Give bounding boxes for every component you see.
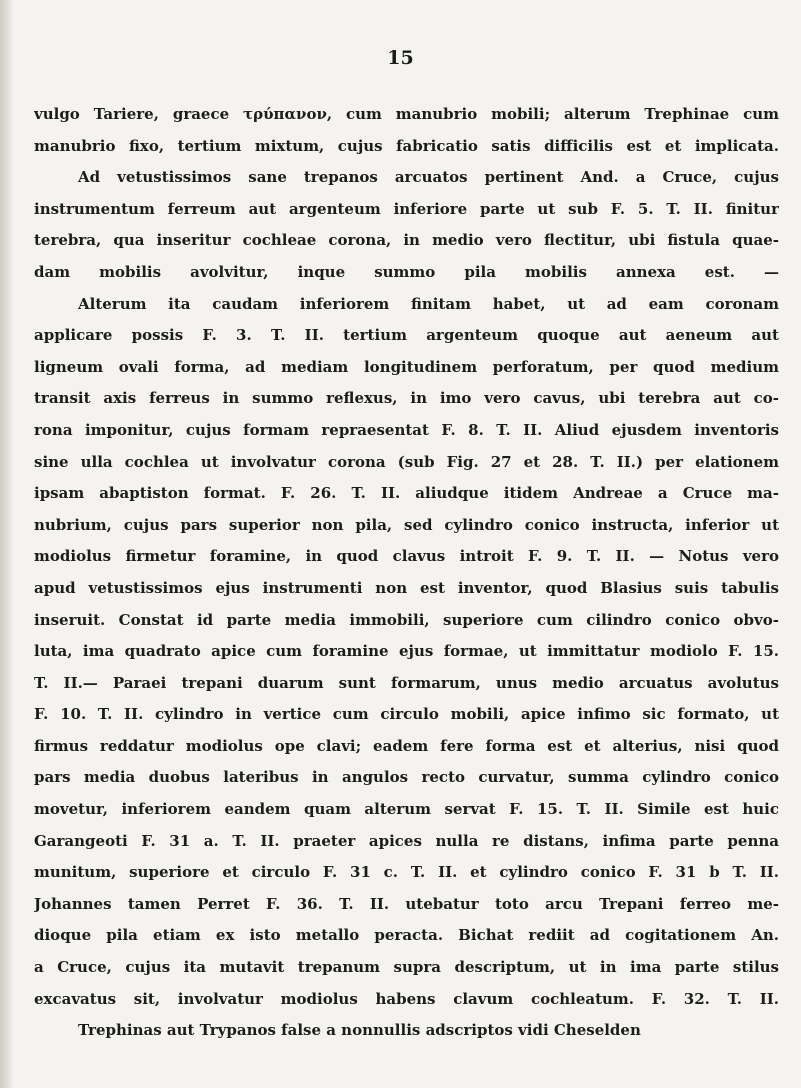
text-line: Trephinas aut Trypanos false a nonnullis adscriptos vidi Cheselden (78, 1021, 641, 1040)
text-line: pars media duobus lateribus in angulos recto curvatur, summa cylindro conico (34, 768, 779, 787)
text-line: apud vetustissimos ejus instrumenti non est inventor, quod Blasius suis tabulis (34, 578, 779, 597)
text-line: T. II.— Paraei trepani duarum sunt formarum, unus medio arcuatus avolutus (34, 673, 779, 692)
text-line: luta, ima quadrato apice cum foramine ejus formae, ut immittatur modiolo F. 15. (34, 642, 779, 661)
text-line: instrumentum ferreum aut argenteum inferiore parte ut sub F. 5. T. II. finitur (34, 199, 779, 218)
text-line: modiolus firmetur foramine, in quod clavus introit F. 9. T. II. — Notus vero (34, 547, 779, 566)
text-line: transit axis ferreus in summo reflexus, in imo vero cavus, ubi terebra aut co- (34, 389, 779, 408)
text-line: a Cruce, cujus ita mutavit trepanum supra descriptum, ut in ima parte stilus (34, 958, 779, 977)
text-line: F. 10. T. II. cylindro in vertice cum circulo mobili, apice infimo sic formato, ut (34, 705, 779, 724)
text-line: Alterum ita caudam inferiorem finitam habet, ut ad eam coronam (78, 294, 779, 313)
text-line: munitum, superiore et circulo F. 31 c. T. II. et cylindro conico F. 31 b T. II. (34, 863, 779, 882)
text-line: dam mobilis avolvitur, inque summo pila mobilis annexa est. — (34, 262, 779, 281)
text-line: inseruit. Constat id parte media immobili, superiore cum cilindro conico obvo- (34, 610, 779, 629)
text-line: ligneum ovali forma, ad mediam longitudinem perforatum, per quod medium (34, 357, 779, 376)
text-line: Johannes tamen Perret F. 36. T. II. utebatur toto arcu Trepani ferreo me- (34, 894, 779, 913)
text-line: nubrium, cujus pars superior non pila, sed cylindro conico instructa, inferior ut (34, 515, 779, 534)
text-line: excavatus sit, involvatur modiolus habens clavum cochleatum. F. 32. T. II. (34, 989, 779, 1008)
text-line: dioque pila etiam ex isto metallo peracta. Bichat rediit ad cogitationem An. (34, 926, 779, 945)
text-line: ipsam abaptiston format. F. 26. T. II. aliudque itidem Andreae a Cruce ma- (34, 484, 779, 503)
text-line: Ad vetustissimos sane trepanos arcuatos pertinent And. a Cruce, cujus (78, 168, 779, 187)
text-line: firmus reddatur modiolus ope clavi; eadem fere forma est et alterius, nisi quod (34, 736, 779, 755)
text-line: movetur, inferiorem eandem quam alterum servat F. 15. T. II. Simile est huic (34, 800, 779, 819)
text-line: vulgo Tariere, graece τρύπανον, cum manubrio mobili; alterum Trephinae cum (34, 105, 779, 123)
text-line: rona imponitur, cujus formam repraesentat F. 8. T. II. Aliud ejusdem inventoris (34, 420, 779, 439)
text-line: applicare possis F. 3. T. II. tertium argenteum quoque aut aeneum aut (34, 326, 779, 345)
page-number: 15 (387, 47, 414, 69)
text-line: manubrio fixo, tertium mixtum, cujus fabricatio satis difficilis est et implicata. (34, 136, 779, 155)
text-line: Garangeoti F. 31 a. T. II. praeter apices nulla re distans, infima parte penna (34, 831, 779, 850)
body-text (34, 99, 779, 1047)
text-line: terebra, qua inseritur cochleae corona, in medio vero flectitur, ubi fistula quae- (34, 231, 779, 250)
text-line: sine ulla cochlea ut involvatur corona (sub Fig. 27 et 28. T. II.) per elationem (34, 452, 779, 471)
